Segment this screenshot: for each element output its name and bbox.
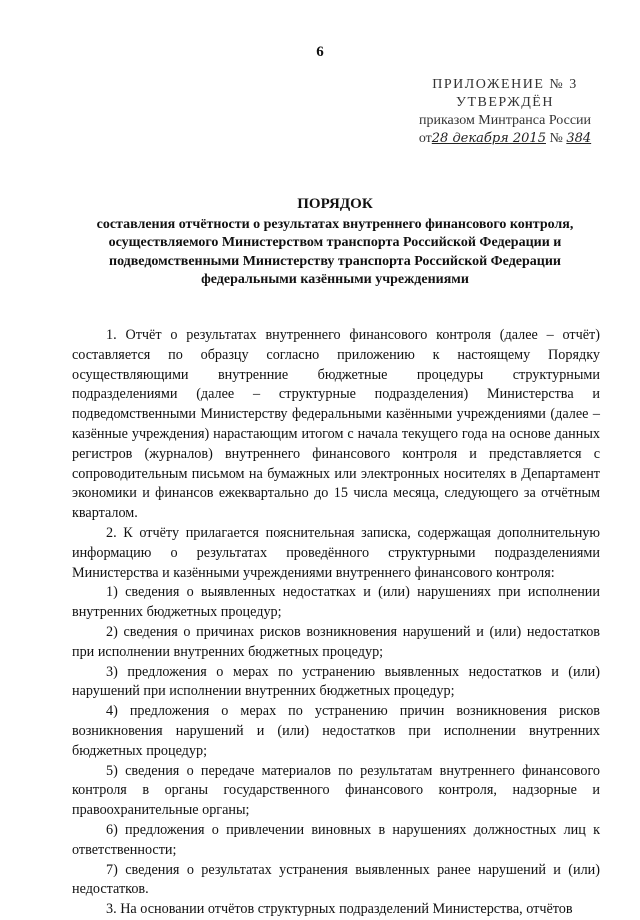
paragraph: 2. К отчёту прилагается пояснительная записка, содержащая дополнительную информацию о результатах проведённого структурными подразделениями Министерства и казёнными учреждениями внутреннего финансового контроля:	[72, 524, 600, 581]
order-date-line	[405, 130, 605, 148]
paragraph: 4) предложения о мерах по устранению причин возникновения рисков возникновения нарушений и (или) недостатков при исполнении внутренних бюджетных процедур;	[72, 703, 600, 759]
appendix-label: ПРИЛОЖЕНИЕ № 3	[432, 77, 578, 92]
number-prefix: №	[549, 131, 563, 146]
title-subtitle: составления отчётности о результатах внутреннего финансового контроля, осуществляемого Министерством транспорта Российской Федерации и подведомственными Министерству транспорта Российской Федерации федеральными казёнными учреждениями	[96, 216, 574, 287]
handwritten-date: 28 декабря 2015	[431, 131, 546, 146]
approval-stamp	[405, 76, 605, 148]
document-body	[72, 326, 600, 920]
title-main: ПОРЯДОК	[297, 196, 373, 212]
document-title	[70, 195, 600, 290]
paragraph: 2) сведения о причинах рисков возникновения нарушений и (или) недостатков при исполнении внутренних бюджетных процедур;	[72, 623, 600, 660]
handwritten-number: 384	[566, 131, 592, 146]
order-label: приказом Минтранса России	[418, 113, 592, 128]
from-prefix: от	[418, 131, 432, 146]
paragraph: 3) предложения о мерах по устранению выявленных недостатков и (или) нарушений при исполнении внутренних бюджетных процедур;	[72, 663, 600, 700]
paragraph: 7) сведения о результатах устранения выявленных ранее нарушений и (или) недостатков.	[72, 861, 600, 898]
paragraph: 6) предложения о привлечении виновных в нарушениях должностных лиц к ответственности;	[72, 821, 600, 858]
paragraph: 1) сведения о выявленных недостатках и (или) нарушениях при исполнении внутренних бюджетных процедур;	[72, 584, 600, 621]
approved-label: УТВЕРЖДЁН	[456, 95, 554, 110]
paragraph: 1. Отчёт о результатах внутреннего финансового контроля (далее – отчёт) составляется по образцу согласно приложению к настоящему Порядку осуществляющими внутренние бюджетные процедуры структурными подразделениями (далее – структурные подразделения) Министерства и подведомственными Министерству федеральными казёнными учреждениями (далее – казённые учреждения) нарастающим итогом с начала текущего года на основе данных регистров (журналов) внутреннего финансового контроля и представляется с сопроводительным письмом на бумажных или электронных носителях в Департамент экономики и финансов ежеквартально до 15 числа месяца, следующего за отчётным кварталом.	[72, 327, 600, 522]
paragraph: 3. На основании отчётов структурных подразделений Министерства, отчётов	[106, 901, 573, 918]
page-number: 6	[316, 44, 324, 60]
paragraph: 5) сведения о передаче материалов по результатам внутреннего финансового контроля в органы государственного финансового контроля, надзорные и правоохранительные органы;	[72, 762, 600, 819]
